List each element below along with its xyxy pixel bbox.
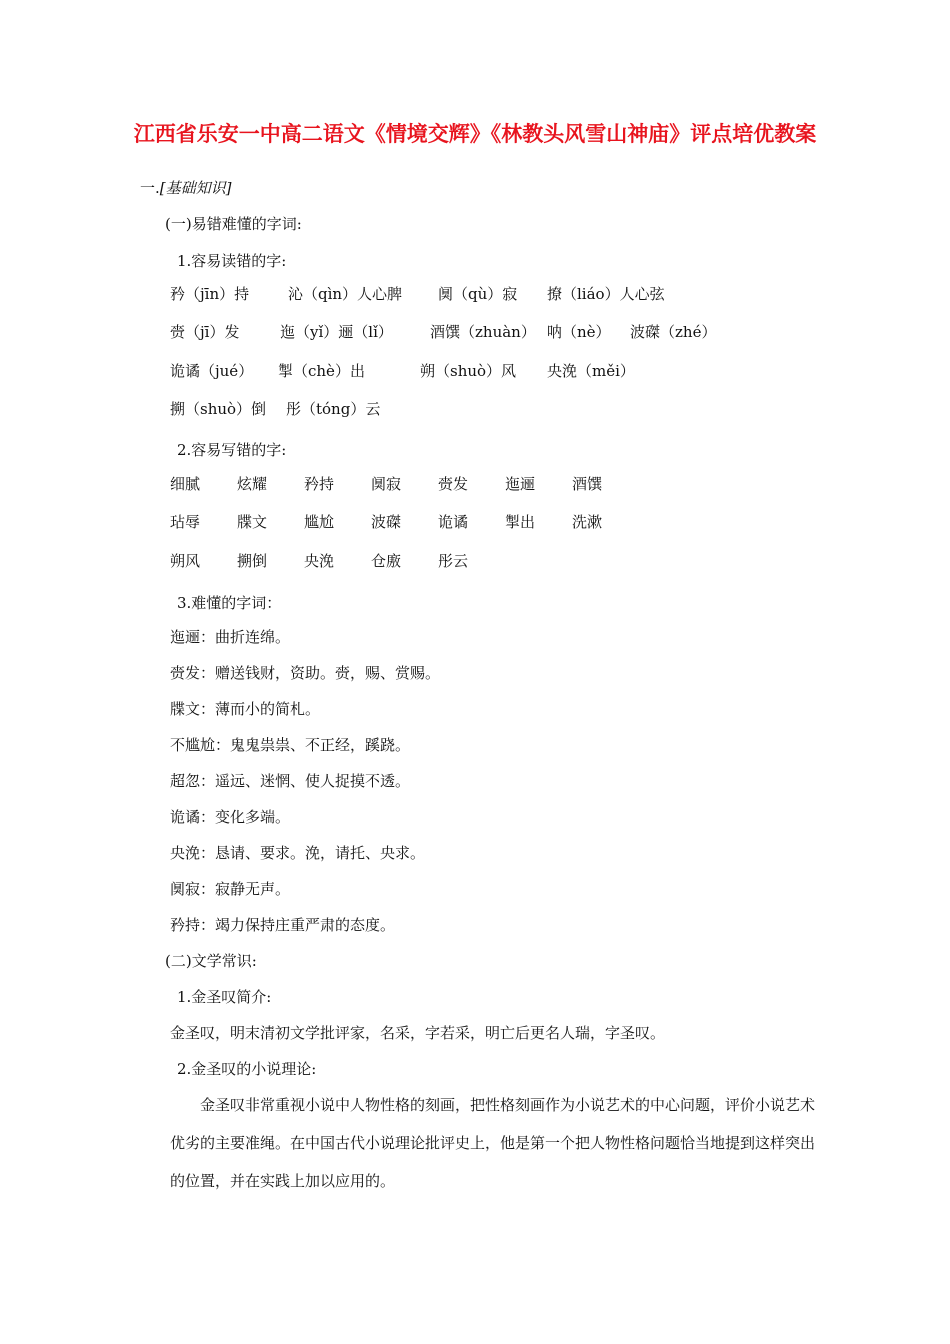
pronunciation-entry: 诡谲（jué） <box>170 362 254 380</box>
spelling-word: 酒馔 <box>572 475 603 493</box>
vocab-definition: 迤逦：曲折连绵。 <box>170 628 291 646</box>
spelling-word: 洗漱 <box>572 513 603 531</box>
pronunciation-entry: 阒（qù）寂 <box>438 285 518 303</box>
pronunciation-entry: 彤（tóng）云 <box>286 400 381 418</box>
spelling-word: 央浼 <box>304 552 335 570</box>
vocab-definition: 央浼：恳请、要求。浼，请托、央求。 <box>170 844 426 862</box>
section-number: 一. <box>140 179 160 197</box>
pronunciation-entry: 矜（jīn）持 <box>170 285 250 303</box>
pronunciation-entry: 撩（liáo）人心弦 <box>547 285 665 303</box>
vocab-definition: 诡谲：变化多端。 <box>170 808 291 826</box>
spelling-word: 阒寂 <box>371 475 402 493</box>
spelling-word: 牒文 <box>237 513 268 531</box>
pronunciation-entry: 沁（qìn）人心脾 <box>288 285 403 303</box>
vocab-definition: 矜持：竭力保持庄重严肃的态度。 <box>170 916 396 934</box>
pronunciation-entry: 掣（chè）出 <box>278 362 365 380</box>
spelling-word: 仓廒 <box>371 552 402 570</box>
pronunciation-entry: 搠（shuò）倒 <box>170 400 267 418</box>
spelling-word: 朔风 <box>170 552 201 570</box>
vocab-definition: 不尴尬：鬼鬼祟祟、不正经，蹊跷。 <box>170 736 411 754</box>
vocab-definition: 阒寂：寂静无声。 <box>170 880 291 898</box>
document-title: 江西省乐安一中高二语文《情境交辉》《林教头风雪山神庙》评点培优教案 <box>133 122 817 146</box>
spelling-heading: 2.容易写错的字: <box>177 441 287 459</box>
spelling-word: 赍发 <box>438 475 469 493</box>
pronunciation-entry: 朔（shuò）风 <box>420 362 517 380</box>
vocab-definition: 牒文：薄而小的简札。 <box>170 700 321 718</box>
vocab-definition: 超忽：遥远、迷惘、使人捉摸不透。 <box>170 772 411 790</box>
section-heading-basics <box>140 178 232 198</box>
spelling-word: 炫耀 <box>237 475 268 493</box>
pronunciation-entry: 酒馔（zhuàn） <box>430 323 536 341</box>
theory-paragraph: 金圣叹非常重视小说中人物性格的刻画，把性格刻画作为小说艺术的中心问题，评价小说艺术优劣的主要准绳。在中国古代小说理论批评史上，他是第一个把人物性格问题恰当地提到这样突出的位置，并在实践上加以应用的。 <box>170 1096 816 1190</box>
intro-text: 金圣叹，明末清初文学批评家，名采，字若采，明亡后更名人瑞，字圣叹。 <box>170 1024 666 1042</box>
subsection-heading-literature: (二)文学常识: <box>165 952 257 970</box>
pronunciation-entry: 迤（yǐ）逦（lǐ） <box>280 323 393 341</box>
theory-heading: 2.金圣叹的小说理论: <box>177 1060 317 1078</box>
pronunciation-entry: 赍（jī）发 <box>170 323 240 341</box>
pronunciation-entry: 央浼（měi） <box>547 362 635 380</box>
pronunciation-entry: 波磔（zhé） <box>630 323 717 341</box>
spelling-word: 彤云 <box>438 552 469 570</box>
spelling-word: 诡谲 <box>438 513 469 531</box>
spelling-word: 尴尬 <box>304 513 335 531</box>
spelling-word: 迤逦 <box>505 475 536 493</box>
spelling-word: 矜持 <box>304 475 335 493</box>
intro-heading: 1.金圣叹简介: <box>177 988 272 1006</box>
spelling-word: 波磔 <box>371 513 402 531</box>
spelling-word: 掣出 <box>505 513 536 531</box>
subsection-heading-words: (一)易错难懂的字词: <box>165 215 302 233</box>
vocab-heading: 3.难懂的字词： <box>177 594 282 612</box>
vocab-definition: 赍发：赠送钱财，资助。赍，赐、赏赐。 <box>170 664 441 682</box>
pronunciation-entry: 呐（nè） <box>547 323 611 341</box>
spelling-word: 搠倒 <box>237 552 268 570</box>
pronunciation-heading: 1.容易读错的字: <box>177 252 287 270</box>
spelling-word: 玷辱 <box>170 513 201 531</box>
section-label: [基础知识] <box>159 179 232 197</box>
spelling-word: 细腻 <box>170 475 201 493</box>
